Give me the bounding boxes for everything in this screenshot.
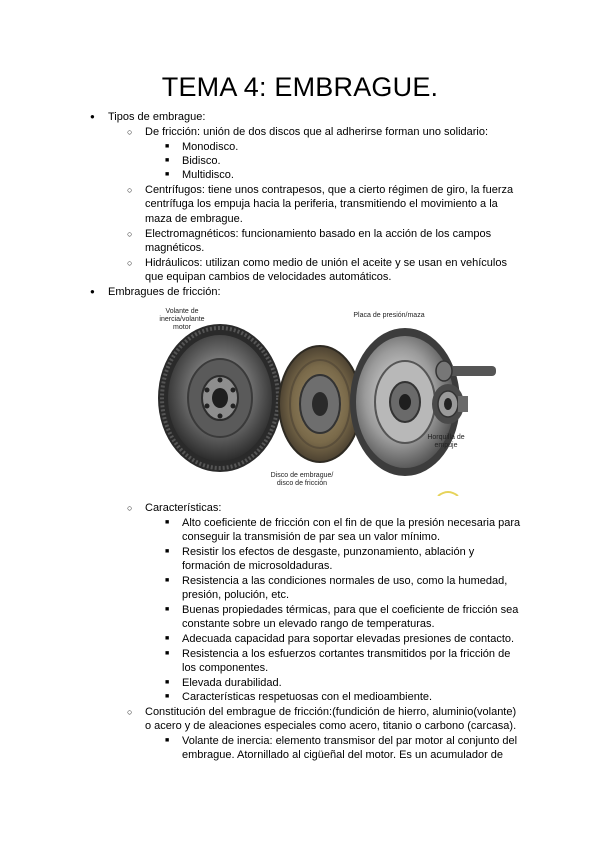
item-c7: Elevada durabilidad.	[182, 677, 282, 689]
bullet-level3: ■	[165, 519, 170, 526]
bullet-level3: ■	[165, 143, 170, 150]
item-c2-line2: formación de microsoldaduras.	[182, 560, 333, 572]
item-centrifugos-line3: maza de embrague.	[145, 213, 243, 225]
clutch-disc-part	[279, 346, 361, 462]
item-c6-line2: los componentes.	[182, 662, 269, 674]
bullet-level2: ○	[127, 707, 133, 717]
page-title: TEMA 4: EMBRAGUE.	[161, 72, 439, 102]
item-c4-line2: constante sobre un elevado rango de temperaturas.	[182, 618, 435, 630]
item-c3-line1: Resistencia a las condiciones normales de uso, como la humedad,	[182, 575, 508, 587]
release-bearing-part	[432, 361, 496, 424]
decorative-arc	[438, 492, 458, 496]
clutch-components-figure	[148, 304, 524, 496]
bullet-level2: ○	[127, 258, 133, 268]
heading-tipos: Tipos de embrague:	[108, 111, 206, 123]
bullet-level3: ■	[165, 693, 170, 700]
bullet-level3: ■	[165, 157, 170, 164]
label-disco-line2: disco de fricción	[276, 480, 328, 487]
item-c3-line2: presión, polución, etc.	[182, 589, 290, 601]
item-electro-line2: magnéticos.	[145, 242, 205, 254]
item-c2-line1: Resistir los efectos de desgaste, punzonamiento, ablación y	[182, 546, 475, 558]
label-horquilla-line2: empuje	[434, 442, 458, 449]
item-c8: Características respetuosas con el medioambiente.	[182, 691, 433, 703]
item-volante-line2: embrague. Atornillado al cigüeñal del motor. Es un acumulador de	[182, 749, 504, 761]
label-volante-line2: inercia/volante motor	[159, 316, 205, 331]
item-multidisco: Multidisco.	[182, 169, 234, 181]
bullet-level1: ●	[90, 287, 95, 296]
flywheel-part	[158, 324, 282, 472]
item-centrifugos-line2: centrífuga los empuja hacia la periferia, transmitiendo el movimiento a la	[145, 198, 498, 210]
bullet-level3: ■	[165, 737, 170, 744]
bullet-level2: ○	[127, 229, 133, 239]
label-disco-line1: Disco de embrague/	[270, 472, 334, 479]
item-constitucion-line2: o acero y de aleaciones especiales como acero, titanio o carbono (carcasa).	[145, 720, 517, 732]
item-friccion: De fricción: unión de dos discos que al adherirse forman uno solidario:	[145, 126, 489, 138]
heading-embragues-friccion: Embragues de fricción:	[108, 286, 221, 298]
clutch-illustration	[148, 304, 524, 496]
bullet-level3: ■	[165, 679, 170, 686]
item-monodisco: Monodisco.	[182, 141, 239, 153]
bullet-level3: ■	[165, 577, 170, 584]
bullet-level3: ■	[165, 606, 170, 613]
bullet-level3: ■	[165, 171, 170, 178]
item-centrifugos-line1: Centrífugos: tiene unos contrapesos, que a cierto régimen de giro, la fuerza	[145, 184, 514, 196]
label-volante-line1: Volante de	[165, 308, 199, 315]
item-bidisco: Bidisco.	[182, 155, 221, 167]
item-volante-line1: Volante de inercia: elemento transmisor del par motor al conjunto del	[182, 735, 518, 747]
heading-caracteristicas: Características:	[145, 502, 222, 514]
bullet-level2: ○	[127, 503, 133, 513]
item-hidraulicos-line1: Hidráulicos: utilizan como medio de unión el aceite y se usan en vehículos	[145, 257, 507, 269]
label-placa: Placa de presión/maza	[353, 312, 425, 319]
bullet-level3: ■	[165, 635, 170, 642]
bullet-level2: ○	[127, 185, 133, 195]
bullet-level3: ■	[165, 548, 170, 555]
item-constitucion-line1: Constitución del embrague de fricción:(fundición de hierro, aluminio(volante)	[145, 706, 517, 718]
bullet-level3: ■	[165, 650, 170, 657]
item-c6-line1: Resistencia a los esfuerzos cortantes transmitidos por la fricción de	[182, 648, 511, 660]
item-electro-line1: Electromagnéticos: funcionamiento basado en la acción de los campos	[145, 228, 492, 240]
item-c5: Adecuada capacidad para soportar elevadas presiones de contacto.	[182, 633, 515, 645]
bullet-level1: ●	[90, 112, 95, 121]
item-c1-line1: Alto coeficiente de fricción con el fin de que la presión necesaria para	[182, 517, 521, 529]
label-horquilla-line1: Horquilla de	[427, 434, 465, 441]
item-hidraulicos-line2: que equipan cambios de velocidades automáticos.	[145, 271, 392, 283]
item-c1-line2: conseguir la transmisión de par sea un valor mínimo.	[182, 531, 441, 543]
item-c4-line1: Buenas propiedades térmicas, para que el coeficiente de fricción sea	[182, 604, 519, 616]
bullet-level2: ○	[127, 127, 133, 137]
